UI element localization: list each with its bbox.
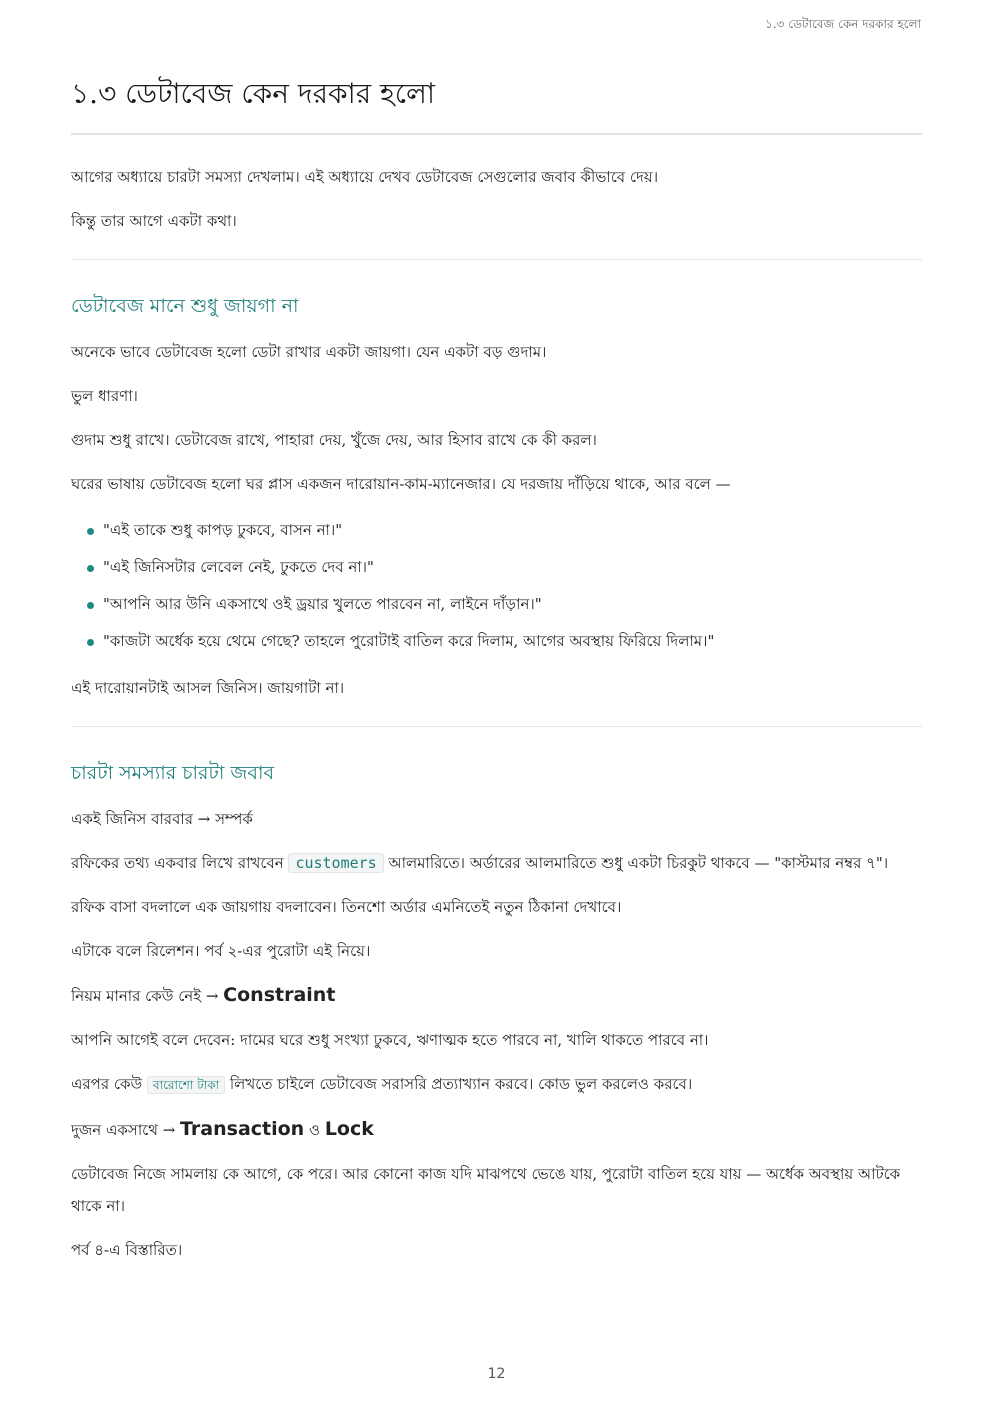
page-content: [71, 72, 922, 1278]
transaction-heading-mid: ও: [309, 1121, 321, 1139]
section1-paragraph-4: ঘরের ভাষায় ডেটাবেজ হলো ঘর প্লাস একজন দারোয়ান-কাম-ম্যানেজার। যে দরজায় দাঁড়িয়ে থাকে, আর বলে —: [71, 475, 731, 493]
lock-heading-term: Lock: [324, 1118, 374, 1140]
transaction-paragraph-1: ডেটাবেজ নিজে সামলায় কে আগে, কে পরে। আর কোনো কাজ যদি মাঝপথে ভেঙে যায়, পুরোটা বাতিল হয়ে যায় — অর্ধেক অবস্থায় আটকে থাকে না।: [71, 1165, 901, 1215]
section1-paragraph-3: গুদাম শুধু রাখে। ডেটাবেজ রাখে, পাহারা দেয়, খুঁজে দেয়, আর হিসাব রাখে কে কী করল।: [71, 431, 597, 449]
section-heading-storage: ডেটাবেজ মানে শুধু জায়গা না: [71, 295, 299, 317]
section-divider: [71, 259, 922, 260]
constraint-paragraph-2: [71, 1068, 922, 1101]
constraint-text-after: লিখতে চাইলে ডেটাবেজ সরাসরি প্রত্যাখ্যান করবে। কোড ভুল করলেও করবে।: [229, 1075, 693, 1093]
inline-code-amount: বারোশো টাকা: [147, 1076, 225, 1094]
quote-text: "এই তাকে শুধু কাপড় ঢুকবে, বাসন না।": [103, 521, 343, 539]
constraint-heading-prefix: নিয়ম মানার কেউ নেই →: [71, 987, 219, 1005]
constraint-heading-term: Constraint: [223, 984, 336, 1006]
quote-list-item: [71, 512, 922, 549]
bullet-icon: [87, 565, 94, 572]
subheading-transaction: [71, 1113, 922, 1146]
section1-closing: এই দারোয়ানটাই আসল জিনিস। জায়গাটা না।: [71, 679, 345, 697]
intro-paragraph-1: আগের অধ্যায়ে চারটা সমস্যা দেখলাম। এই অধ্যায়ে দেখব ডেটাবেজ সেগুলোর জবাব কীভাবে দেয়।: [71, 168, 659, 186]
quote-text: "এই জিনিসটার লেবেল নেই, ঢুকতে দেব না।": [103, 558, 374, 576]
bullet-icon: [87, 639, 94, 646]
section-heading-answers: চারটা সমস্যার চারটা জবাব: [71, 762, 275, 784]
quote-list-item: [71, 623, 922, 660]
section1-paragraph-2: ভুল ধারণা।: [71, 387, 138, 405]
quote-text: "আপনি আর উনি একসাথে ওই ড্রয়ার খুলতে পারবেন না, লাইনে দাঁড়ান।": [103, 595, 542, 613]
relation-paragraph-2: রফিক বাসা বদলালে এক জায়গায় বদলাবেন। তিনশো অর্ডার এমনিতেই নতুন ঠিকানা দেখাবে।: [71, 898, 622, 916]
relation-text-after: আলমারিতে। অর্ডারের আলমারিতে শুধু একটা চিরকুট থাকবে — "কাস্টমার নম্বর ৭"।: [388, 854, 889, 872]
transaction-heading-prefix: দুজন একসাথে →: [71, 1121, 176, 1139]
section-divider: [71, 726, 922, 727]
transaction-paragraph-2: পর্ব ৪-এ বিস্তারিত।: [71, 1241, 183, 1259]
page-title: ১.৩ ডেটাবেজ কেন দরকার হলো: [71, 72, 922, 135]
quote-text: "কাজটা অর্ধেক হয়ে থেমে গেছে? তাহলে পুরোটাই বাতিল করে দিলাম, আগের অবস্থায় ফিরিয়ে দিলাম।": [103, 632, 715, 650]
constraint-paragraph-1: আপনি আগেই বলে দেবেন: দামের ঘরে শুধু সংখ্যা ঢুকবে, ঋণাত্মক হতে পারবে না, খালি থাকতে পারবে না।: [71, 1031, 709, 1049]
bullet-icon: [87, 602, 94, 609]
transaction-heading-term: Transaction: [180, 1118, 305, 1140]
subheading-constraint: [71, 979, 922, 1012]
relation-text-before: রফিকের তথ্য একবার লিখে রাখবেন: [71, 854, 284, 872]
intro-paragraph-2: কিন্তু তার আগে একটা কথা।: [71, 212, 237, 230]
constraint-text-before: এরপর কেউ: [71, 1075, 143, 1093]
section1-paragraph-1: অনেকে ভাবে ডেটাবেজ হলো ডেটা রাখার একটা জায়গা। যেন একটা বড় গুদাম।: [71, 343, 547, 361]
quote-list-item: [71, 549, 922, 586]
relation-paragraph-1: [71, 847, 922, 879]
quote-list-item: [71, 586, 922, 623]
quote-list: [71, 512, 922, 660]
inline-code-customers: customers: [288, 853, 383, 873]
page-number: 12: [487, 1366, 506, 1382]
bullet-icon: [87, 528, 94, 535]
relation-paragraph-3: এটাকে বলে রিলেশন। পর্ব ২-এর পুরোটা এই নিয়ে।: [71, 942, 371, 960]
subheading-relation: একই জিনিস বারবার → সম্পর্ক: [71, 810, 253, 828]
running-header: ১.৩ ডেটাবেজ কেন দরকার হলো: [765, 17, 921, 31]
